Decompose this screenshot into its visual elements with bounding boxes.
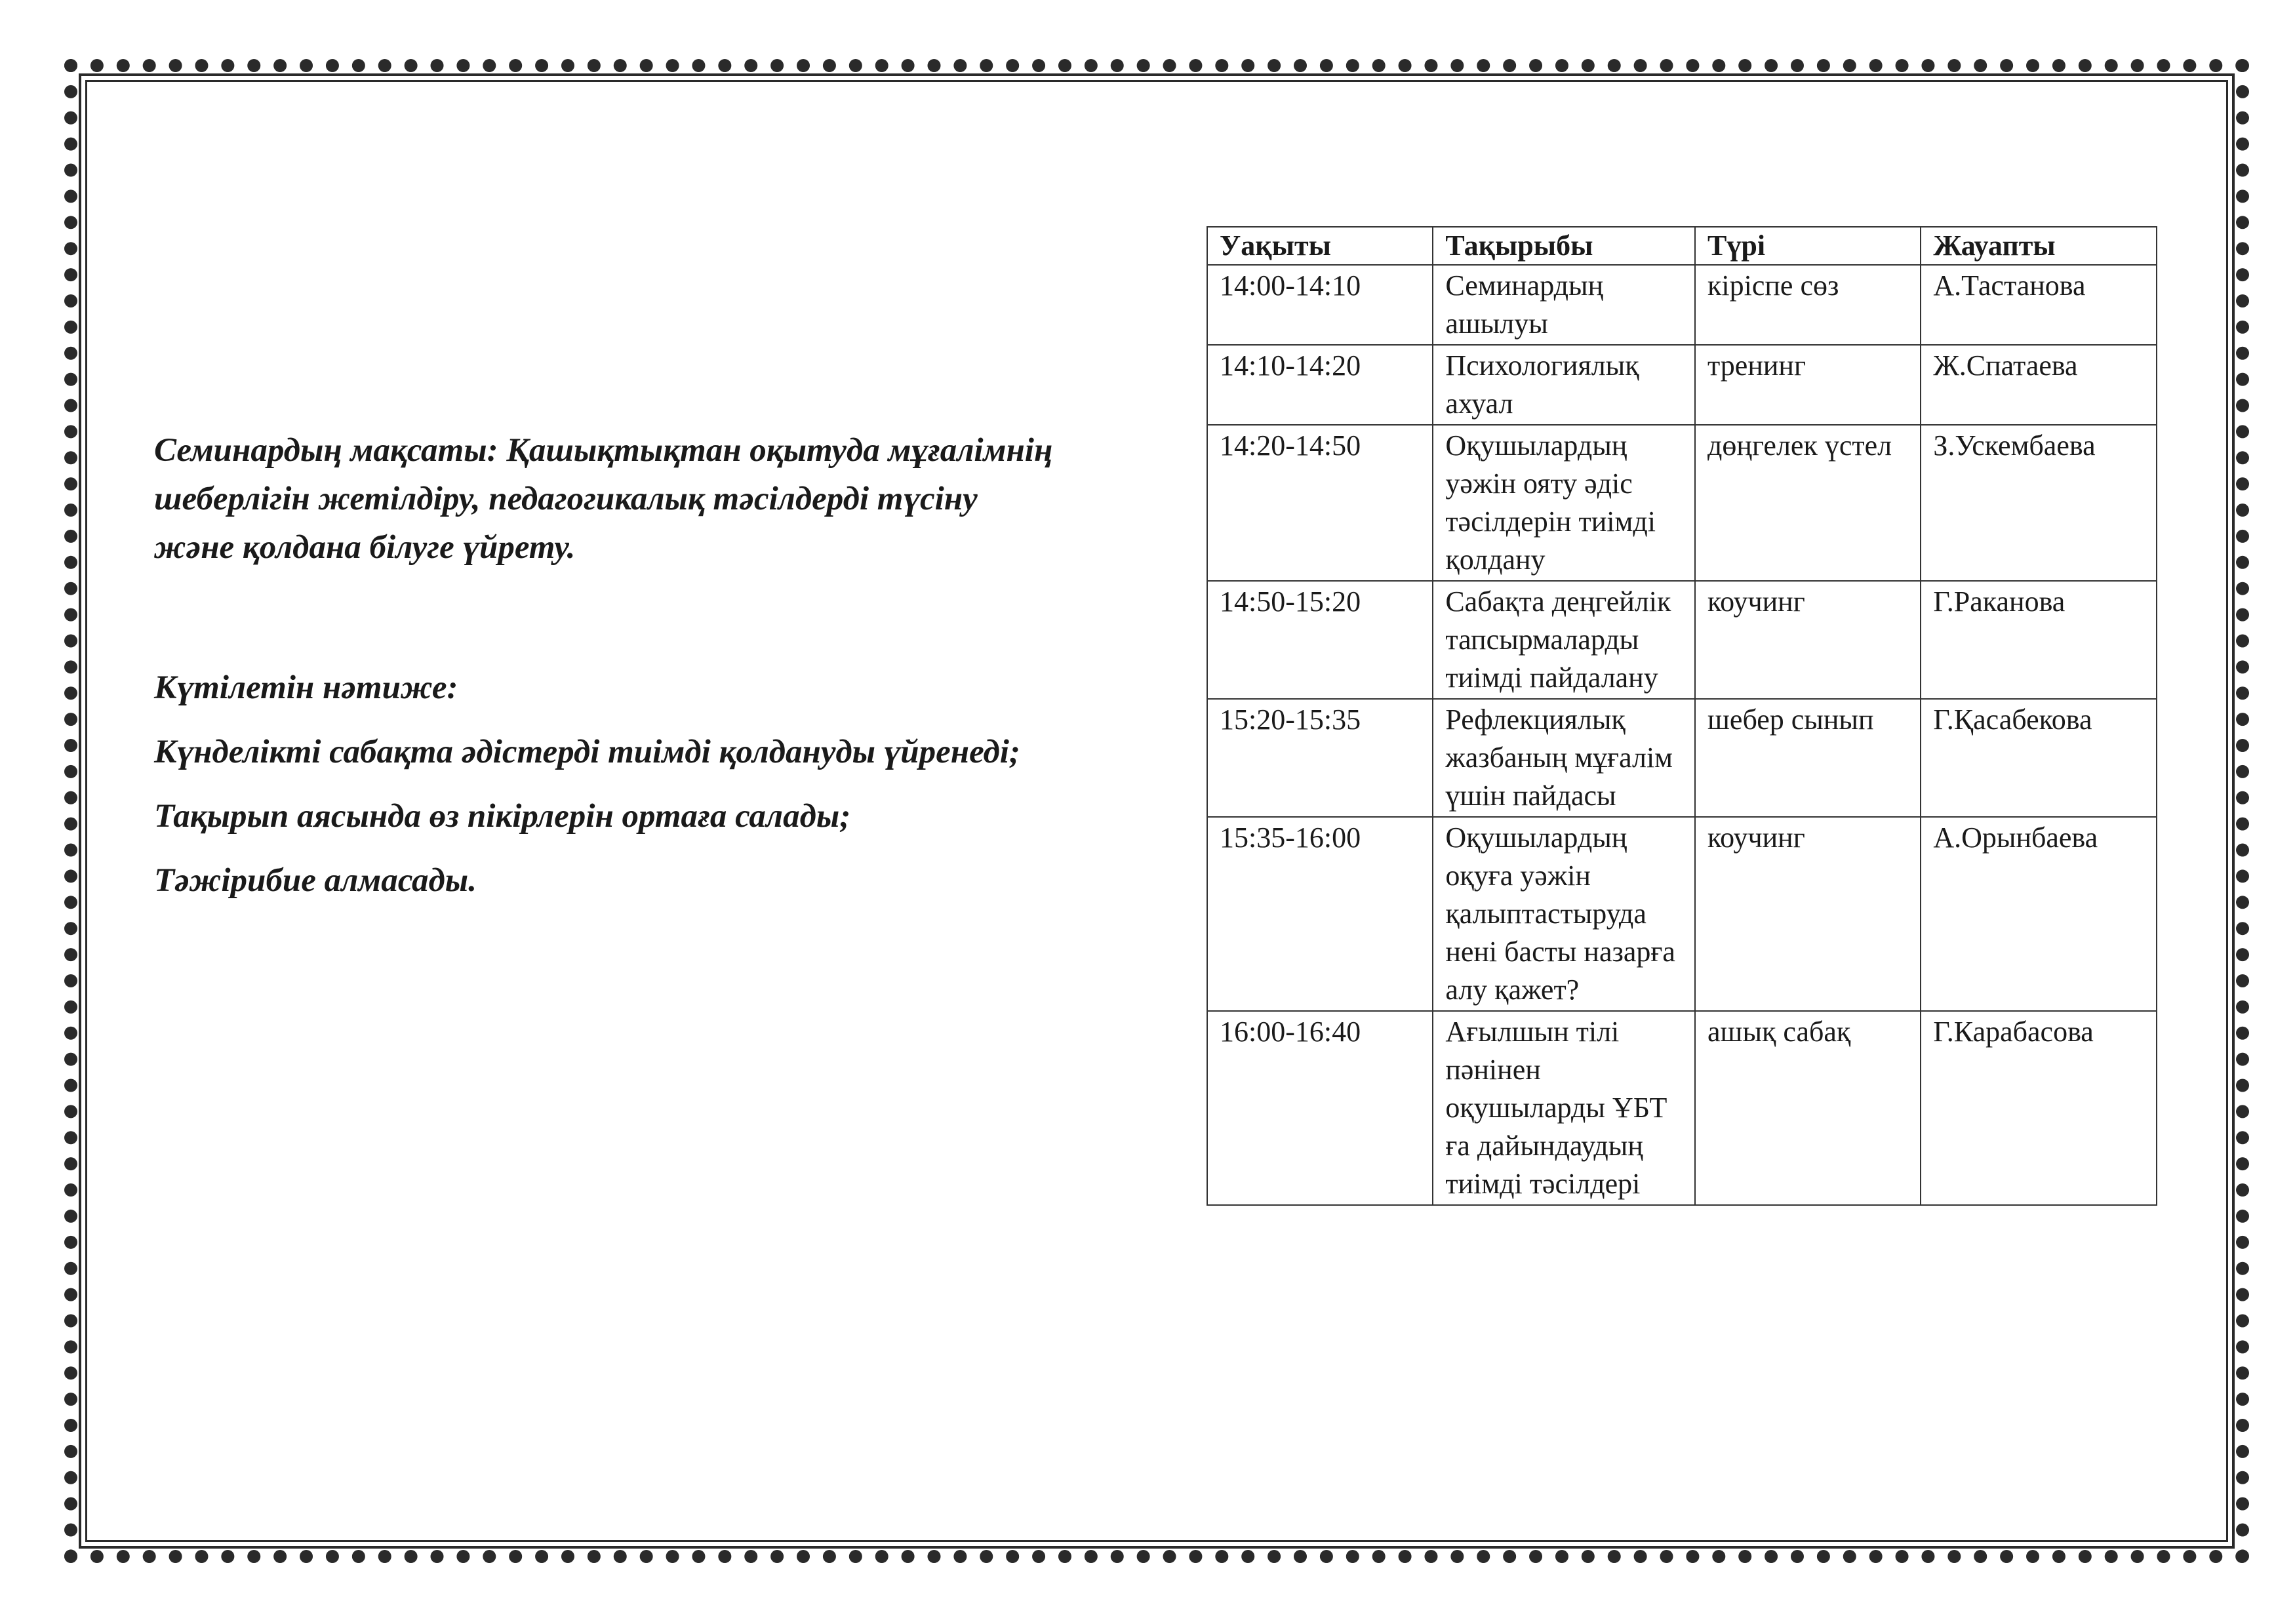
cell-type: коучинг [1695,817,1921,1011]
cell-responsible: Г.Раканова [1921,581,2157,699]
outcomes-title: Күтілетін нәтиже: [154,669,458,706]
goal-label: Семинардың мақсаты: [154,432,498,469]
cell-type: кіріспе сөз [1695,265,1921,345]
table-row [1207,699,2157,817]
seminar-description [154,426,1059,905]
cell-responsible: А.Тастанова [1921,265,2157,345]
header-topic: Тақырыбы [1433,227,1695,265]
cell-topic: Оқушылардың уәжін ояту әдіс тәсілдерін тиімді қолдану [1433,425,1695,581]
cell-type: дөңгелек үстел [1695,425,1921,581]
cell-time: 15:20-15:35 [1207,699,1433,817]
header-time: Уақыты [1207,227,1433,265]
cell-type: коучинг [1695,581,1921,699]
cell-time: 14:10-14:20 [1207,345,1433,425]
cell-topic: Ағылшын тілі пәнінен оқушыларды ҰБТ ға дайындаудың тиімді тәсілдері [1433,1011,1695,1205]
cell-time: 14:50-15:20 [1207,581,1433,699]
header-type: Түрі [1695,227,1921,265]
cell-type: шебер сынып [1695,699,1921,817]
cell-type: ашық сабақ [1695,1011,1921,1205]
seminar-goal [154,426,1059,572]
cell-responsible: З.Ускембаева [1921,425,2157,581]
table-row [1207,265,2157,345]
cell-time: 14:00-14:10 [1207,265,1433,345]
goal-text: Қашықтықтан оқытуда мұғалімнің шеберлігін жетілдіру, педагогикалық тәсілдерді түсіну және қолдана білуге үйрету. [154,432,1053,566]
table-row [1207,581,2157,699]
outcome-item: Тәжірибие алмасады. [154,862,477,899]
outcome-item: Тақырып аясында өз пікірлерін ортаға салады; [154,798,851,835]
cell-topic: Рефлекциялық жазбаның мұғалім үшін пайдасы [1433,699,1695,817]
cell-time: 16:00-16:40 [1207,1011,1433,1205]
cell-topic: Оқушылардың оқуға уәжін қалыптастыруда нені басты назарға алу қажет? [1433,817,1695,1011]
cell-time: 14:20-14:50 [1207,425,1433,581]
schedule-table [1207,226,2157,1206]
table-row [1207,1011,2157,1205]
cell-responsible: Ж.Спатаева [1921,345,2157,425]
table-row [1207,345,2157,425]
cell-responsible: Г.Қасабекова [1921,699,2157,817]
cell-responsible: А.Орынбаева [1921,817,2157,1011]
cell-type: тренинг [1695,345,1921,425]
cell-responsible: Г.Карабасова [1921,1011,2157,1205]
header-responsible: Жауапты [1921,227,2157,265]
outcome-item: Күнделікті сабақта әдістерді тиімді қолдануды үйренеді; [154,734,1020,770]
cell-topic: Психологиялық ахуал [1433,345,1695,425]
table-row [1207,425,2157,581]
table-header-row [1207,227,2157,265]
cell-topic: Семинардың ашылуы [1433,265,1695,345]
cell-topic: Сабақта деңгейлік тапсырмаларды тиімді пайдалану [1433,581,1695,699]
cell-time: 15:35-16:00 [1207,817,1433,1011]
table-row [1207,817,2157,1011]
